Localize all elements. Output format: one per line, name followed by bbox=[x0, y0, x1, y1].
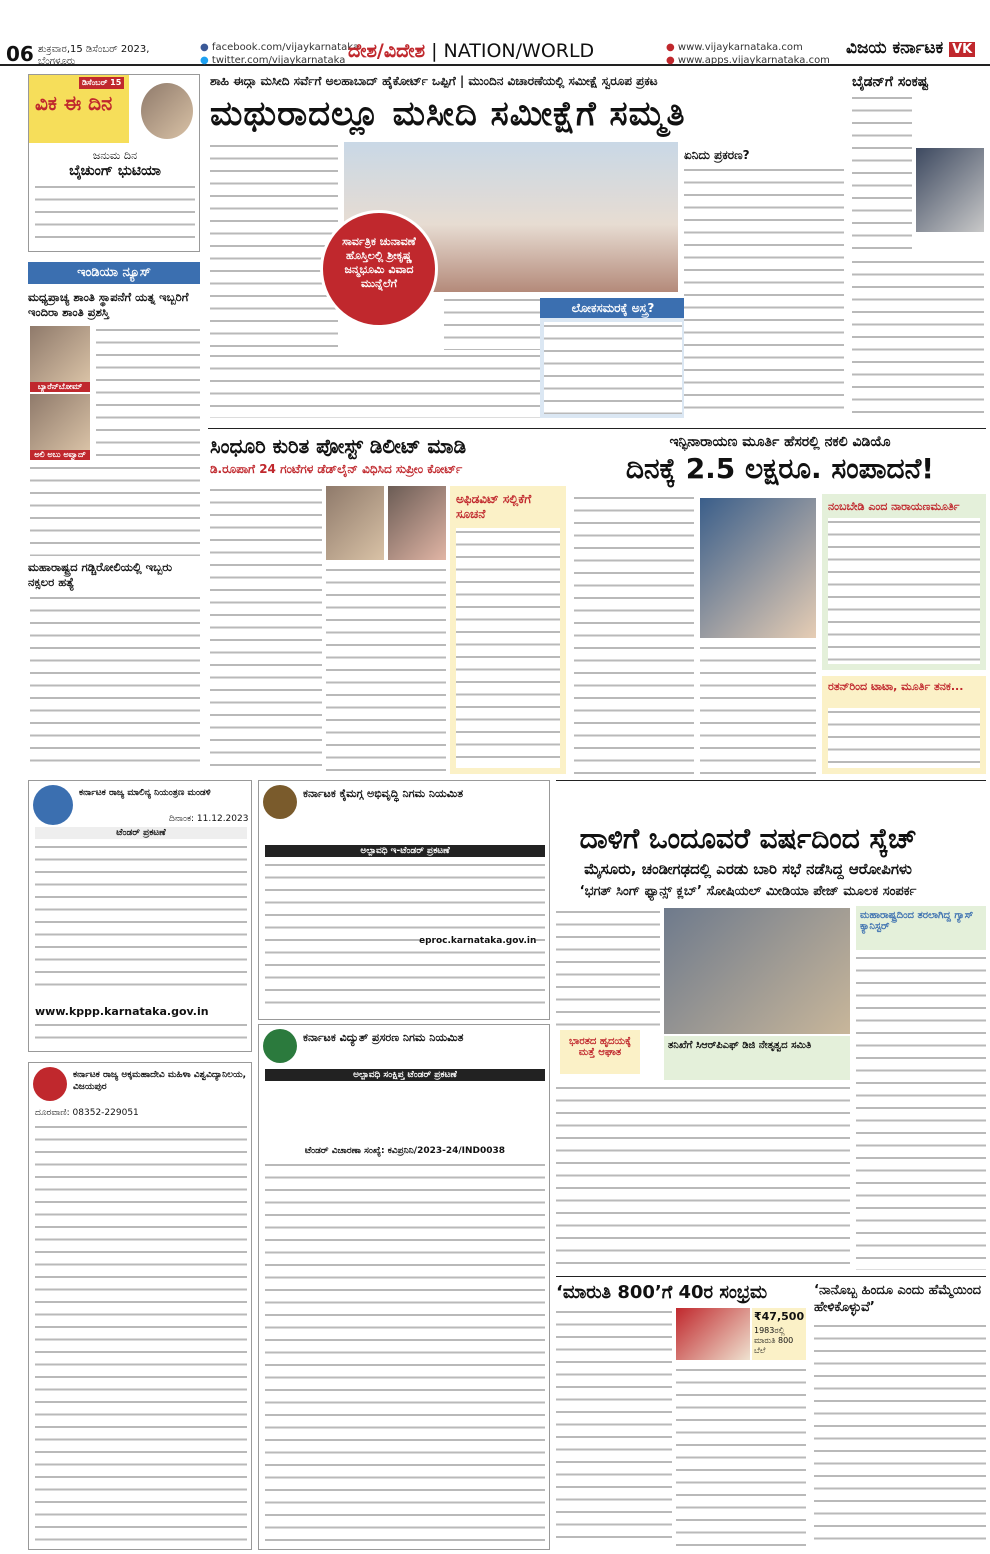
crpf-box-title: ತನಿಖೆಗೆ ಸಿಆರ್‌ಪಿಎಫ್ ಡಿಜಿ ನೇತೃತ್ವದ ಸಮಿತಿ bbox=[668, 1040, 812, 1051]
section-en: NATION/WORLD bbox=[443, 40, 595, 62]
kspcb-logo bbox=[33, 785, 73, 825]
tata-box-title: ರತನ್‌ರಿಂದ ಟಾಟಾ, ಮೂರ್ತಿ ತನಕ... bbox=[828, 680, 964, 693]
narayanamurthy-box-title: ನಂಬಬೇಡಿ ಎಂದ ನಾರಾಯಣಮೂರ್ತಿ bbox=[828, 500, 960, 513]
kswu-logo bbox=[33, 1067, 67, 1101]
facebook-link[interactable]: ● facebook.com/vijaykarnataka bbox=[200, 42, 359, 53]
awwad-photo bbox=[30, 394, 90, 450]
vike-date: ಡಿಸೆಂಬರ್ 15 bbox=[79, 77, 124, 89]
kspcb-text-2 bbox=[35, 1021, 247, 1047]
lokasabha-box bbox=[540, 318, 686, 418]
divider bbox=[556, 1276, 986, 1277]
kspcb-site[interactable]: www.kppp.karnataka.gov.in bbox=[35, 1005, 209, 1018]
sindhoori-photo bbox=[326, 486, 384, 560]
hindu-headline: ‘ನಾನೊಬ್ಬ ಹಿಂದೂ ಎಂದು ಹೆಮ್ಮೆಯಿಂದ ಹೇಳಿಕೊಳ್ಳುವೆ’ bbox=[814, 1283, 981, 1315]
website-link[interactable]: ● www.vijaykarnataka.com bbox=[666, 42, 803, 53]
story-naxal-title: ಮಹಾರಾಷ್ಟ್ರದ ಗಡ್ಚಿರೋಲಿಯಲ್ಲಿ ಇಬ್ಬರು ನಕ್ಸಲರ ಹತ್ಯೆ bbox=[28, 560, 172, 589]
kswu-phone: ದೂರವಾಣಿ: 08352-229051 bbox=[35, 1108, 139, 1118]
infosys-text-1 bbox=[574, 494, 694, 774]
parliament-headline: ದಾಳಿಗೆ ಒಂದೂವರೆ ವರ್ಷದಿಂದ ಸ್ಕೆಚ್ bbox=[579, 822, 917, 855]
parliament-subhead-2: ‘ಭಗತ್ ಸಿಂಗ್ ಫ್ಯಾನ್ಸ್ ಕ್ಲಬ್’ ಸೋಷಿಯಲ್ ಮೀಡಿಯಾ ಪೇಜ್ ಮೂಲಕ ಸಂಪರ್ಕ bbox=[579, 884, 917, 899]
kspcb-org: ಕರ್ನಾಟಕ ರಾಜ್ಯ ಮಾಲಿನ್ಯ ನಿಯಂತ್ರಣ ಮಂಡಳಿ bbox=[79, 788, 211, 798]
handloom-site[interactable]: eproc.karnataka.gov.in bbox=[419, 936, 537, 946]
maruti-text-1 bbox=[556, 1308, 672, 1546]
story-peace-prize-title: ಮಧ್ಯಪ್ರಾಚ್ಯ ಶಾಂತಿ ಸ್ಥಾಪನೆಗೆ ಯತ್ನ ಇಬ್ಬರಿಗೆ ಇಂದಿರಾ ಶಾಂತಿ ಪ್ರಶಸ್ತಿ bbox=[28, 290, 189, 319]
lokasabha-box-title: ಲೋಕಸಮರಕ್ಕೆ ಅಸ್ತ್ರ? bbox=[540, 298, 686, 318]
awwad-caption: ಅಲಿ ಅಬು ಅವ್ವಾದ್ bbox=[30, 450, 90, 460]
lead-headline: ಮಥುರಾದಲ್ಲೂ ಮಸೀದಿ ಸಮೀಕ್ಷೆಗೆ ಸಮ್ಮತಿ bbox=[210, 94, 686, 134]
india-news-banner: ಇಂಡಿಯಾ ನ್ಯೂಸ್ bbox=[28, 262, 200, 284]
maruti-price: ₹47,500 bbox=[754, 1310, 805, 1323]
birthday-name: ಬೈಚುಂಗ್ ಭುಟಿಯಾ bbox=[69, 163, 161, 179]
story-naxal-text bbox=[30, 594, 200, 772]
affidavit-text bbox=[456, 528, 560, 768]
sindhoori-subhead: ಡಿ.ರೂಪಾಗೆ 24 ಗಂಟೆಗಳ ಡೆಡ್‌ಲೈನ್ ವಿಧಿಸಿದ ಸುಪ್ರೀಂ ಕೋರ್ಟ್ bbox=[210, 462, 463, 476]
tender-handloom bbox=[258, 780, 550, 1020]
vike-box bbox=[28, 74, 200, 252]
tender-kptcl bbox=[258, 1024, 550, 1550]
infosys-kicker: ಇನ್ಫಿನಾರಾಯಣ ಮೂರ್ತಿ ಹೆಸರಲ್ಲಿ ನಕಲಿ ವಿಡಿಯೊ bbox=[669, 434, 891, 450]
birthday-text bbox=[35, 183, 195, 247]
globe-icon: ● bbox=[666, 42, 675, 53]
what-case-text bbox=[684, 166, 844, 418]
biden-text-2 bbox=[852, 258, 984, 418]
biden-title: ಬೈಡನ್‌ಗೆ ಸಂಕಷ್ಟ bbox=[852, 74, 929, 90]
parliament-subhead: ಮೈಸೂರು, ಚಂಡೀಗಢದಲ್ಲಿ ಎರಡು ಬಾರಿ ಸಭೆ ನಡೆಸಿದ್ದ ಆರೋಪಿಗಳು bbox=[584, 860, 912, 878]
kspcb-date: ದಿನಾಂಕ: 11.12.2023 bbox=[169, 814, 249, 824]
section-title: ದೇಶ/ವಿದೇಶ | NATION/WORLD bbox=[348, 40, 595, 62]
maruti-price-note: 1983ರಲ್ಲಿ ಮಾರುತಿ 800 ಬೆಲೆ bbox=[754, 1326, 794, 1355]
narayanamurthy-box-text bbox=[828, 518, 980, 664]
kptcl-tender-title: ಅಲ್ಪಾವಧಿ ಸಂಕ್ಷಿಪ್ತ ಟೆಂಡರ್ ಪ್ರಕಟಣೆ bbox=[265, 1069, 545, 1081]
lead-text-bottom bbox=[210, 352, 540, 418]
narayanamurthy-box bbox=[822, 494, 986, 670]
roopa-photo bbox=[388, 486, 446, 560]
maruti-headline: ‘ಮಾರುತಿ 800’ಗೆ 40ರ ಸಂಭ್ರಮ bbox=[556, 1282, 768, 1303]
parliament-photo bbox=[664, 908, 850, 1034]
facebook-icon: ● bbox=[200, 42, 209, 53]
biden-photo bbox=[916, 148, 984, 232]
divider bbox=[208, 428, 986, 429]
infosys-text-2 bbox=[700, 644, 816, 774]
infosys-headline: ದಿನಕ್ಕೆ 2.5 ಲಕ್ಷರೂ. ಸಂಪಾದನೆ! bbox=[625, 452, 935, 485]
tata-box-text bbox=[828, 708, 980, 768]
kptcl-org: ಕರ್ನಾಟಕ ವಿದ್ಯುತ್ ಪ್ರಸರಣ ನಿಗಮ ನಿಯಮಿತ bbox=[303, 1031, 464, 1044]
vike-panel bbox=[29, 75, 129, 143]
parliament-text-3 bbox=[856, 954, 986, 1270]
bharat-tag: ಭಾರತದ ಹೃದಯಕ್ಕೆ ಮತ್ತೆ ಆಘಾತ bbox=[560, 1030, 640, 1074]
kswu-org: ಕರ್ನಾಟಕ ರಾಜ್ಯ ಅಕ್ಕಮಹಾದೇವಿ ಮಹಿಳಾ ವಿಶ್ವವಿದ್ಯಾನಿಲಯ, ವಿಜಯಪುರ bbox=[73, 1070, 247, 1092]
handloom-org: ಕರ್ನಾಟಕ ಕೈಮಗ್ಗ ಅಭಿವೃದ್ಧಿ ನಿಗಮ ನಿಯಮಿತ bbox=[303, 787, 464, 800]
kptcl-ref: ಟೆಂಡರ್ ವಿಚಾರಣಾ ಸಂಖ್ಯೆ: ಕವಿಪ್ರನಿನಿ/2023-24/IND0038 bbox=[304, 1146, 506, 1156]
what-case-title: ಏನಿದು ಪ್ರಕರಣ? bbox=[684, 148, 750, 162]
kspcb-text bbox=[35, 843, 247, 993]
tata-box bbox=[822, 676, 986, 774]
sindhoori-text-1 bbox=[210, 486, 322, 774]
page-number: 06 bbox=[6, 42, 34, 66]
biden-text-1 bbox=[852, 94, 912, 254]
masthead-logo: ವಿಜಯ ಕರ್ನಾಟಕ VK bbox=[846, 38, 975, 58]
murthy-photo bbox=[700, 498, 816, 638]
maruti-photo bbox=[676, 1308, 750, 1360]
lead-text-col1 bbox=[210, 142, 338, 350]
divider bbox=[556, 780, 986, 781]
maruti-price-box bbox=[752, 1308, 806, 1360]
barenboim-photo bbox=[30, 326, 90, 382]
sindhoori-text-2 bbox=[326, 566, 446, 774]
affidavit-title: ಅಫಿಡವಿಟ್ ಸಲ್ಲಿಕೆಗೆ ಸೂಚನೆ bbox=[456, 492, 532, 521]
twitter-link[interactable]: ● twitter.com/vijaykarnataka bbox=[200, 55, 346, 66]
lead-kicker: ಶಾಹಿ ಈದ್ಗಾ ಮಸೀದಿ ಸರ್ವೆಗೆ ಅಲಹಾಬಾದ್ ಹೈಕೋರ್ಟ್ ಒಪ್ಪಿಗೆ | ಮುಂದಿನ ವಿಚಾರಣೆಯಲ್ಲಿ ಸಮೀಕ್ಷೆ ಸ್ವರೂಪ ಪ್ರಕಟ bbox=[210, 74, 658, 88]
sindhoori-headline: ಸಿಂಧೂರಿ ಕುರಿತ ಪೋಸ್ಟ್ ಡಿಲೀಟ್ ಮಾಡಿ bbox=[210, 434, 467, 458]
kptcl-logo bbox=[263, 1029, 297, 1063]
gas-box bbox=[856, 906, 986, 950]
gas-box-title: ಮಹಾರಾಷ್ಟ್ರದಿಂದ ತರಲಾಗಿದ್ದ ಗ್ಯಾಸ್ ಕ್ಯಾನಿಸ್ಟರ್ bbox=[860, 910, 974, 932]
apps-link[interactable]: ● www.apps.vijaykarnataka.com bbox=[666, 55, 830, 66]
parliament-text-1 bbox=[556, 908, 660, 1028]
tender-kswu bbox=[28, 1062, 252, 1550]
section-kn: ದೇಶ/ವಿದೇಶ bbox=[348, 40, 426, 62]
story-peace-prize-text-2 bbox=[30, 464, 200, 556]
twitter-icon: ● bbox=[200, 55, 209, 66]
phone-icon: ● bbox=[666, 55, 675, 66]
affidavit-box bbox=[450, 486, 566, 774]
handloom-logo bbox=[263, 785, 297, 819]
election-bubble: ಸಾರ್ವತ್ರಿಕ ಚುನಾವಣೆ ಹೊಸ್ತಿಲಲ್ಲಿ ಶ್ರೀಕೃಷ್ಣ ಜನ್ಮಭೂಮಿ ವಿವಾದ ಮುನ್ನೆಲೆಗೆ bbox=[320, 210, 438, 328]
handloom-tender-title: ಅಲ್ಪಾವಧಿ ಇ-ಟೆಂಡರ್ ಪ್ರಕಟಣೆ bbox=[265, 845, 545, 857]
tender-kspcb bbox=[28, 780, 252, 1052]
kptcl-text bbox=[265, 1161, 545, 1541]
bhutia-photo bbox=[141, 83, 193, 139]
birthday-label: ಜನುಮ ದಿನ bbox=[92, 149, 138, 162]
kspcb-tender-title: ಟೆಂಡರ್ ಪ್ರಕಟಣೆ bbox=[35, 827, 247, 839]
maruti-text-2 bbox=[676, 1366, 806, 1546]
kswu-text bbox=[35, 1123, 247, 1543]
crpf-box bbox=[664, 1036, 850, 1080]
hindu-text bbox=[814, 1322, 986, 1546]
issue-date: ಶುಕ್ರವಾರ,15 ಡಿಸೆಂಬರ್ 2023, ಬೆಂಗಳೂರು bbox=[38, 44, 150, 67]
vike-title: ವಿಕ ಈ ದಿನ bbox=[35, 91, 113, 115]
parliament-text-2 bbox=[556, 1084, 850, 1270]
page-header bbox=[0, 0, 990, 66]
barenboim-caption: ಬ್ಯಾರೆನ್‌ಬೋಮ್ bbox=[30, 382, 90, 392]
story-peace-prize-text bbox=[96, 326, 200, 462]
